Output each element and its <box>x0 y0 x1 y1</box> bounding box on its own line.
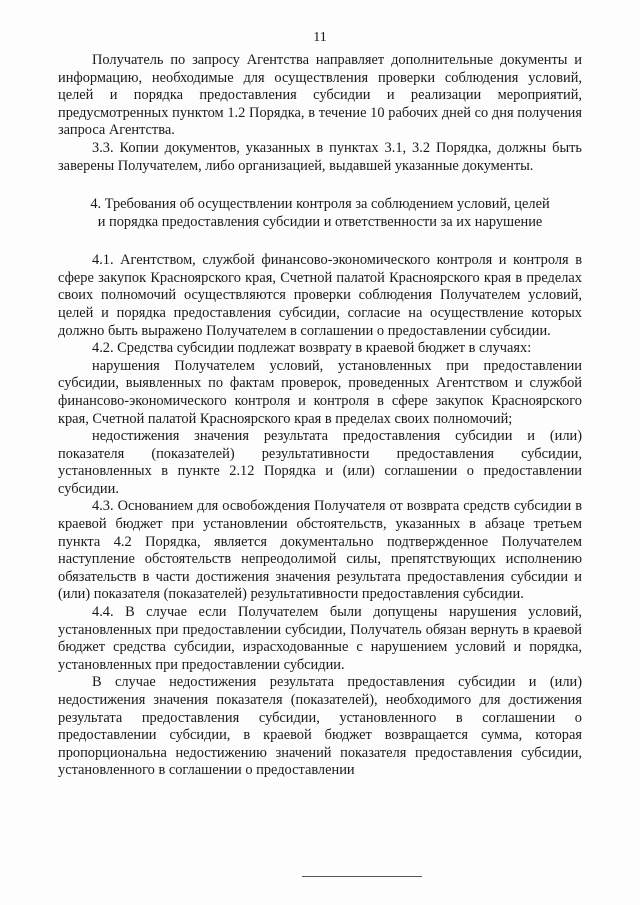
paragraph-3-3: 3.3. Копии документов, указанных в пунктах 3.1, 3.2 Порядка, должны быть заверены Получателем, либо организацией, выдавшей указанные документы. <box>58 139 582 174</box>
paragraph-4-4-refund-proportional: В случае недостижения результата предоставления субсидии и (или) недостижения значения показателя (показателей), необходимого для достижения результата предоставления субсидии, установленного в соглашении о предоставлении субсидии, в краевой бюджет возвращается сумма, которая пропорциональна недостижению значений показателя предоставления субсидии, установленного в соглашении о предоставлении <box>58 674 582 779</box>
section-4-heading <box>58 195 582 231</box>
paragraph-4-1: 4.1. Агентством, службой финансово-экономического контроля и контроля в сфере закупок Красноярского края, Счетной палатой Красноярского края в пределах своих полномочий осуществляются проверки соблюдения Получателем условий, целей и порядка предоставления субсидии, согласие на осуществление которых должно быть выражено Получателем в соглашении о предоставлении субсидии. <box>58 252 582 339</box>
section-4-heading-line-1: 4. Требования об осуществлении контроля за соблюдением условий, целей <box>90 196 550 213</box>
page-number: 11 <box>313 30 327 45</box>
paragraph-4-2-case-violation: нарушения Получателем условий, установленных при предоставлении субсидии, выявленных по фактам проверок, проведенных Агентством и службой финансово-экономического контроля и контроля в сфере закупок Красноярского края, Счетной палатой Красноярского края в пределах своих полномочий; <box>58 357 582 427</box>
paragraph-4-3: 4.3. Основанием для освобождения Получателя от возврата средств субсидии в краевой бюджет при установлении обстоятельств, указанных в абзаце третьем пункта 4.2 Порядка, является документально подтвержденное Получателем наступление обстоятельств непреодолимой силы, препятствующих исполнению обязательств в части достижения значения результата предоставления субсидии и (или) показателя (показателей) результативности предоставления субсидии. <box>58 498 582 603</box>
paragraph-4-4: 4.4. В случае если Получателем были допущены нарушения условий, установленных при предоставлении субсидии, Получатель обязан вернуть в краевой бюджет средства субсидии, израсходованные с нарушением условий и порядка, установленных при предоставлении субсидии. <box>58 604 582 673</box>
document-body <box>58 52 582 780</box>
paragraph-4-2: 4.2. Средства субсидии подлежат возврату в краевой бюджет в случаях: <box>92 340 532 357</box>
paragraph-4-2-case-not-achieved: недостижения значения результата предоставления субсидии и (или) показателя (показателей) результативности предоставления субсидии, установленных в пункте 2.12 Порядка и (или) соглашении о предоставлении субсидии. <box>58 428 582 497</box>
bottom-divider-line <box>302 876 422 877</box>
paragraph-additional-documents: Получатель по запросу Агентства направляет дополнительные документы и информацию, необходимые для осуществления проверки соблюдения условий, целей и порядка предоставления субсидии и реализации мероприятий, предусмотренных пунктом 1.2 Порядка, в течение 10 рабочих дней со дня получения запроса Агентства. <box>58 52 582 139</box>
section-4-heading-line-2: и порядка предоставления субсидии и ответственности за их нарушение <box>97 214 543 231</box>
